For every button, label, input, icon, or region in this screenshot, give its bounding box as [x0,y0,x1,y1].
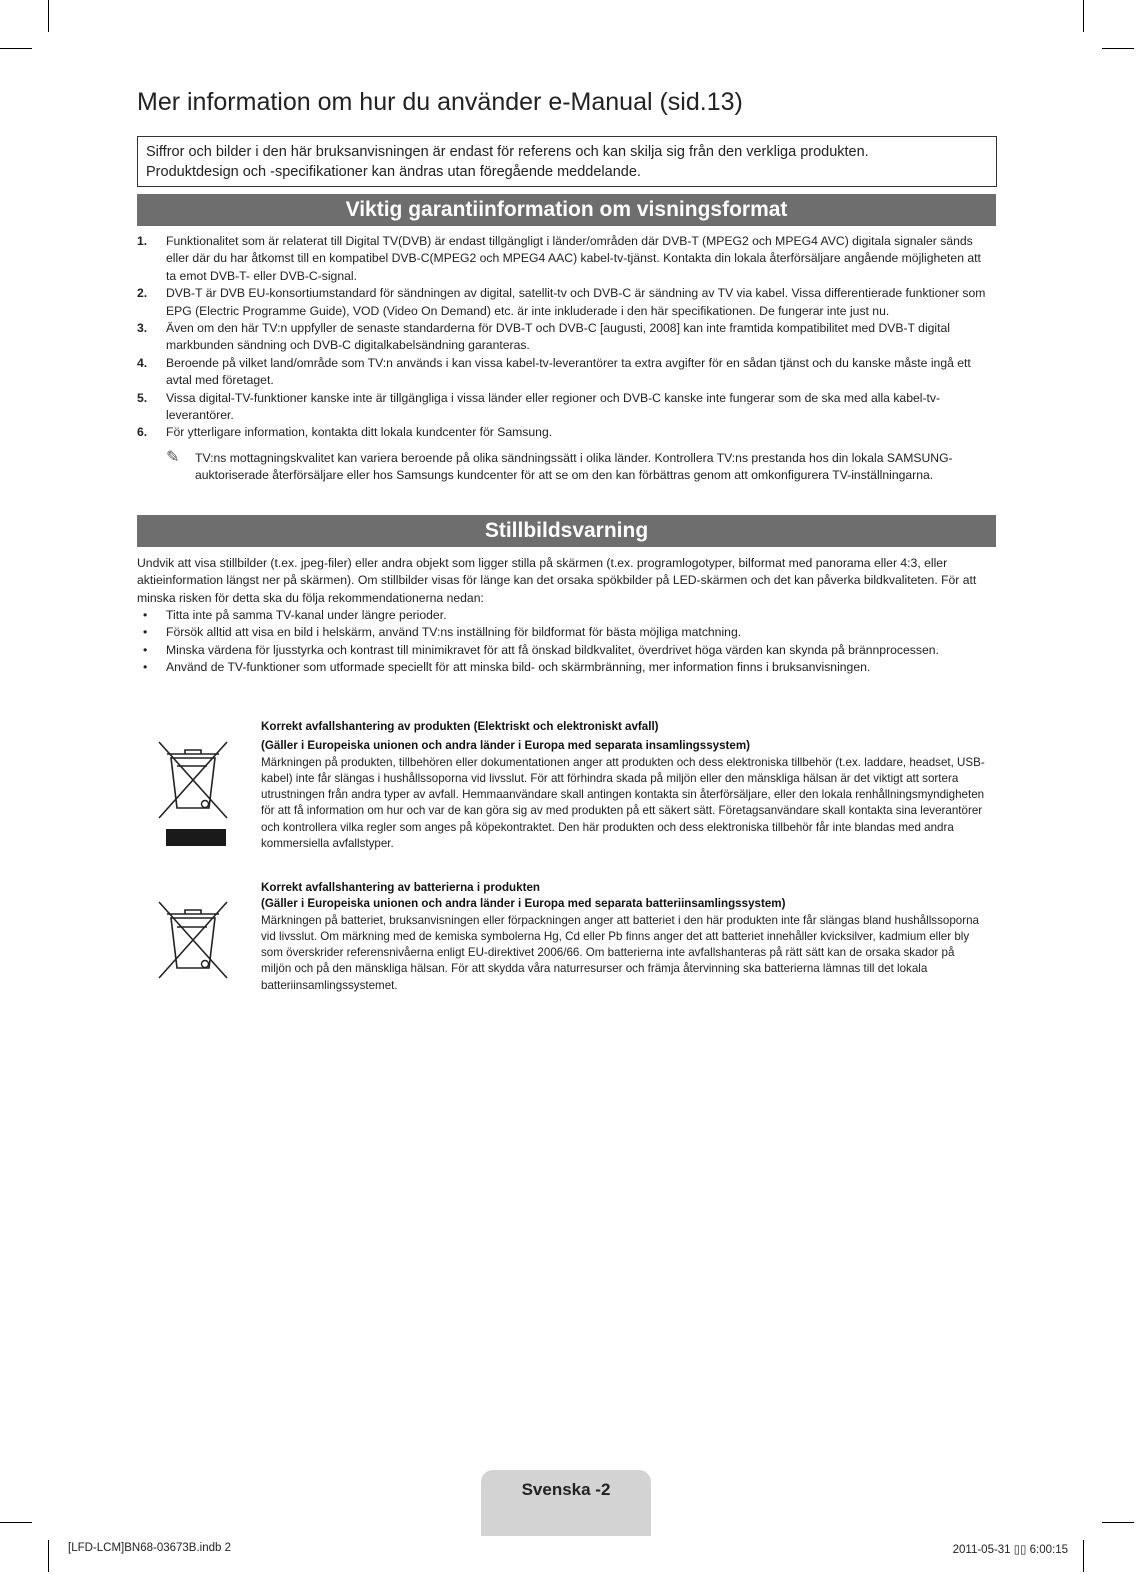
battery-disposal-subtitle: (Gäller i Europeiska unionen och andra länder i Europa med separata batteriinsamlingssystem) [261,897,786,911]
item-number: 5. [137,390,148,405]
list-item [137,390,987,425]
item-number: 1. [137,234,148,248]
page-title: Mer information om hur du använder e-Manual (sid.13) [137,88,743,116]
crop-mark [0,48,32,49]
bullet-text: Försök alltid att visa en bild i helskärm, använd TV:ns inställning för bildformat för bästa möjliga matchning. [166,625,742,640]
item-number: 2. [137,286,148,301]
crop-mark [1102,1522,1134,1523]
crop-mark [0,1522,32,1523]
item-text: För ytterligare information, kontakta ditt lokala kundcenter för Samsung. [166,425,553,440]
crop-mark [1102,48,1134,49]
disclaimer-line: Siffror och bilder i den här bruksanvisningen är endast för referens och kan skilja sig från den verkliga produkten. [146,144,869,160]
crossed-out-wheeled-bin-icon [155,738,231,848]
crop-mark [1083,0,1084,32]
footer-file-name: [LFD-LCM]BN68-03673B.indb 2 [68,1542,231,1554]
list-item [137,624,987,641]
item-number: 6. [137,425,148,440]
still-image-intro: Undvik att visa stillbilder (t.ex. jpeg-filer) eller andra objekt som ligger stilla på skärmen (t.ex. programlogotyper, bilformat med panorama eller 4:3, eller aktieinformation längst ner på skärmen). Om stillbilder visas för länge kan det orsaka spökbilder på LED-skärmen och det kan påverka bildkvaliteten. För att minska risken för detta ska du följa rekommendationerna nedan: [137,556,977,605]
list-item [137,607,987,624]
product-disposal-subtitle: (Gäller i Europeiska unionen och andra länder i Europa med separata insamlingssystem) [261,739,751,753]
item-text: Vissa digital-TV-funktioner kanske inte är tillgängliga i vissa länder eller regioner och DVB-C kanske inte fungerar som de ska med alla kabel-tv-leverantörer. [166,390,941,423]
battery-disposal-section [261,880,986,994]
item-number: 3. [137,321,148,336]
footer-timestamp: 2011-05-31 ▯▯ 6:00:15 [952,1544,1068,1556]
page-number-tab: Svenska -2 [481,1470,651,1536]
list-item [137,642,987,659]
section-heading-still-image: Stillbildsvarning [137,515,996,547]
crop-mark [48,0,49,32]
battery-disposal-title: Korrekt avfallshantering av batterierna i produkten [261,881,540,894]
list-item [137,659,987,676]
crop-mark [48,1540,49,1572]
item-text: Även om den här TV:n uppfyller de senaste standarderna för DVB-T och DVB-C [augusti, 2008] kan inte framtida kompatibilitet med DVB-T digital markbunden sändning och DVB-C digitalkabelsändning garanteras. [166,321,951,353]
section-heading-warranty: Viktig garantiinformation om visningsformat [137,194,996,226]
list-item [137,233,987,285]
note-text: TV:ns mottagningskvalitet kan variera beroende på olika sändningssätt i olika länder. Kontrollera TV:ns prestanda hos din lokala SAMSUNG-auktoriserade återförsäljare eller hos Samsungs kundcenter för att se om den kan förbättras genom att omkonfigurera TV-inställningarna. [195,450,953,483]
crossed-out-wheeled-bin-icon [155,900,231,984]
warranty-list [137,233,987,485]
crop-mark [1083,1540,1084,1572]
item-text: DVB-T är DVB EU-konsortiumstandard för sändningen av digital, satellit-tv och DVB-C är sändning av TV via kabel. Vissa differentierade funktioner som EPG (Electric Programme Guide), VOD (Video On Demand) etc. är inte inkluderade i den här specifikationen. De fungerar inte just nu. [166,286,986,318]
battery-disposal-body: Märkningen på batteriet, bruksanvisningen eller förpackningen anger att batteriet i den här produkten inte får slängas bland hushållssoporna vid livsslut. Om märkning med de kemiska symbolerna Hg, Cd eller Pb finns anger det att batteriet innehåller kvicksilver, kadmium eller bly som överskrider referensnivåerna enligt EU-direktivet 2006/66. Om batterierna inte avfallshanteras på rätt sätt kan de orsaka skador på miljön och på den mänskliga hälsan. För att skydda våra naturresurser och främja återvinning ska batterierna lämnas till det lokala batteriinsamlingssystemet. [261,913,979,992]
disclaimer-box [137,136,997,187]
list-item [137,285,987,320]
bullet-text: Titta inte på samma TV-kanal under längre perioder. [166,608,447,622]
disclaimer-line: Produktdesign och -specifikationer kan ändras utan föregående meddelande. [146,164,641,180]
item-text: Beroende på vilket land/område som TV:n används i kan vissa kabel-tv-leverantörer ta extra avgifter för en sådan tjänst och du kanske måste ingå ett avtal med företaget. [166,355,971,388]
still-image-bullets [137,607,987,677]
list-item [137,424,987,441]
bullet-dot: • [143,660,148,675]
bullet-dot: • [143,625,148,640]
item-text: Funktionalitet som är relaterat till Digital TV(DVB) är endast tillgängligt i länder/områden där DVB-T (MPEG2 och MPEG4 AVC) digitala signaler sänds eller där du har åtkomst till en kompatibel DVB-C(MPEG2 och MPEG4 AAC) kabel-tv-tjänst. Kontakta din lokala återförsäljare angående möjligheten att ta emot DVB-T- eller DVB-C-signal. [166,234,981,283]
bullet-dot: • [143,608,148,622]
list-item [137,320,987,355]
bullet-text: Använd de TV-funktioner som utformade speciellt för att minska bild- och skärmbränning, mer information finns i bruksanvisningen. [166,660,871,675]
bullet-text: Minska värdena för ljusstyrka och kontrast till minimikravet för att få önskad bildkvalitet, överdrivet höga värden kan skynda på brännprocessen. [166,642,939,657]
list-item [137,355,987,390]
item-number: 4. [137,355,148,370]
reception-note [137,450,987,485]
bullet-dot: • [143,642,148,657]
product-disposal-section [261,719,986,852]
product-disposal-title: Korrekt avfallshantering av produkten (Elektriskt och elektroniskt avfall) [261,720,659,733]
pencil-note-icon: ✎ [166,448,180,466]
product-disposal-body: Märkningen på produkten, tillbehören eller dokumentationen anger att produkten och dess elektroniska tillbehör (t.ex. laddare, headset, USB-kabel) inte får slängas i hushållssoporna vid livsslut. För att förhindra skada på miljön eller den mänskliga hälsan är det viktigt att sortera utrustningen från andra typer av avfall. Hemmaanvändare skall antingen kontakta sin återförsäljare, eller den lokala renhållningsmyndigheten för att få information om hur och var de kan göra sig av med produkten på ett säkert sätt. Företagsanvändare skall kontakta sina leverantörer och kontrollera vilka regler som anges på köpekontraktet. Den här produkten och dess elektroniska tillbehör får inte blandas med andra kommersiella avfallstyper. [261,755,985,851]
